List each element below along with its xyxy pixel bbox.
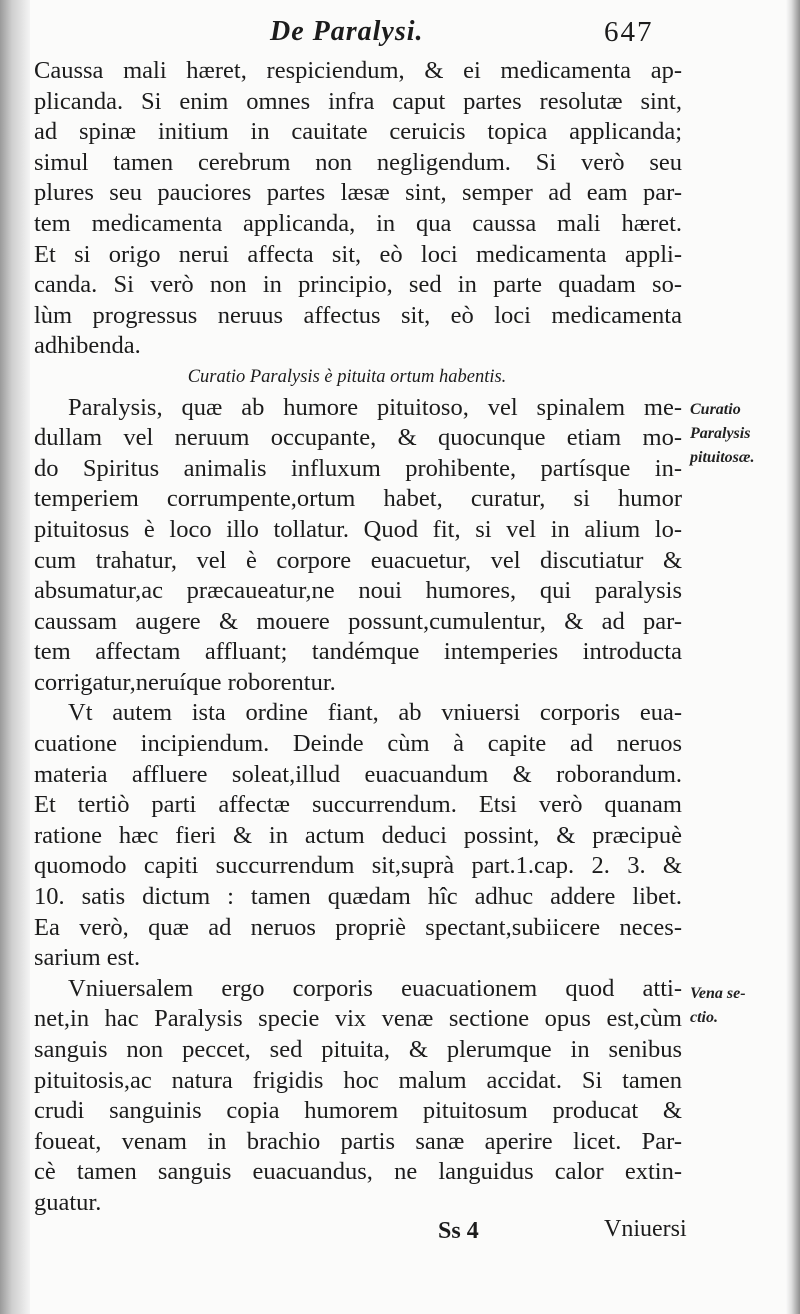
text-line: pituitosus è loco illo tollatur. Quod fit, si vel in alium lo-	[34, 515, 682, 543]
margin-note-line: pituitosæ.	[690, 449, 755, 466]
text-line: temperiem corrumpente,ortum habet, curatur, si humor	[34, 485, 682, 513]
signature-mark: Ss 4	[438, 1218, 479, 1244]
text-line: 10. satis dictum : tamen quædam hîc adhuc addere libet.	[34, 883, 682, 911]
margin-note-line: Vena se-	[690, 985, 746, 1002]
text-line: lùm progressus neruus affectus sit, eò loci medicamenta	[34, 301, 682, 329]
text-line: sarium est.	[34, 944, 141, 972]
text-line: net,in hac Paralysis specie vix venæ sectione opus est,cùm	[34, 1005, 682, 1033]
text-line: tem medicamenta applicanda, in qua caussa mali hæret.	[34, 209, 682, 237]
margin-note-line: Curatio	[690, 401, 741, 418]
running-head: De Paralysi.	[270, 16, 424, 47]
page-edge-shadow	[786, 0, 800, 1314]
text-line: guatur.	[34, 1188, 102, 1216]
text-line: ad spinæ initium in cauitate ceruicis topica applicanda;	[34, 118, 682, 146]
text-line: crudi sanguinis copia humorem pituitosum producat &	[34, 1097, 682, 1125]
text-line: canda. Si verò non in principio, sed in parte quadam so-	[34, 271, 682, 299]
text-line: sanguis non peccet, sed pituita, & plerumque in senibus	[34, 1036, 682, 1063]
text-line: Et si origo nerui affecta sit, eò loci medicamenta appli-	[34, 240, 682, 268]
text-line: Ea verò, quæ ad neruos propriè spectant,subiicere neces-	[34, 913, 682, 941]
text-line: ratione hæc fieri & in actum deduci possint, & præcipuè	[34, 821, 682, 849]
text-line: cuatione incipiendum. Deinde cùm à capite ad neruos	[34, 730, 682, 758]
text-line: absumatur,ac præcaueatur,ne noui humores, qui paralysis	[34, 577, 682, 605]
text-line: tem affectam affluant; tandémque intemperies introducta	[34, 638, 682, 666]
margin-note-vena	[690, 982, 746, 1030]
catchword: Vniuersi	[604, 1216, 687, 1242]
text-line: Vt autem ista ordine fiant, ab vniuersi corporis eua-	[68, 699, 682, 727]
text-line: plures seu pauciores partes læsæ sint, semper ad eam par-	[34, 179, 682, 207]
page-gutter-shadow	[0, 0, 30, 1314]
text-line: corrigatur,neruíque roborentur.	[34, 668, 336, 696]
text-line: cè tamen sanguis euacuandus, ne languidus calor extin-	[34, 1158, 682, 1186]
margin-note-line: ctio.	[690, 1009, 718, 1026]
text-line: caussam augere & mouere possunt,cumulentur, & ad par-	[34, 607, 682, 635]
margin-note-line: Paralysis	[690, 425, 751, 442]
text-line: quomodo capiti succurrendum sit,suprà part.1.cap. 2. 3. &	[34, 852, 682, 880]
text-line: pituitosis,ac natura frigidis hoc malum accidat. Si tamen	[34, 1066, 682, 1094]
text-line: cum trahatur, vel è corpore euacuetur, vel discutiatur &	[34, 546, 682, 574]
text-line: Caussa mali hæret, respiciendum, & ei medicamenta ap-	[34, 57, 682, 84]
text-line: plicanda. Si enim omnes infra caput partes resolutæ sint,	[34, 87, 682, 115]
text-line: do Spiritus animalis influxum prohibente, partísque in-	[34, 454, 682, 482]
text-line: foueat, venam in brachio partis sanæ aperire licet. Par-	[34, 1127, 682, 1155]
margin-note-curatio	[690, 398, 754, 470]
section-heading: Curatio Paralysis è pituita ortum habentis.	[187, 366, 507, 387]
text-line: Et tertiò parti affectæ succurrendum. Etsi verò quanam	[34, 791, 682, 819]
text-line: adhibenda.	[34, 332, 141, 360]
text-line: simul tamen cerebrum non negligendum. Si verò seu	[34, 148, 682, 176]
text-line: dullam vel neruum occupante, & quocunque etiam mo-	[34, 424, 682, 452]
text-line: Paralysis, quæ ab humore pituitoso, vel spinalem me-	[68, 393, 682, 421]
page-number: 647	[604, 16, 654, 48]
text-line: Vniuersalem ergo corporis euacuationem quod atti-	[68, 974, 682, 1002]
text-line: materia affluere soleat,illud euacuandum & roborandum.	[34, 760, 682, 788]
body-text	[34, 56, 682, 1219]
